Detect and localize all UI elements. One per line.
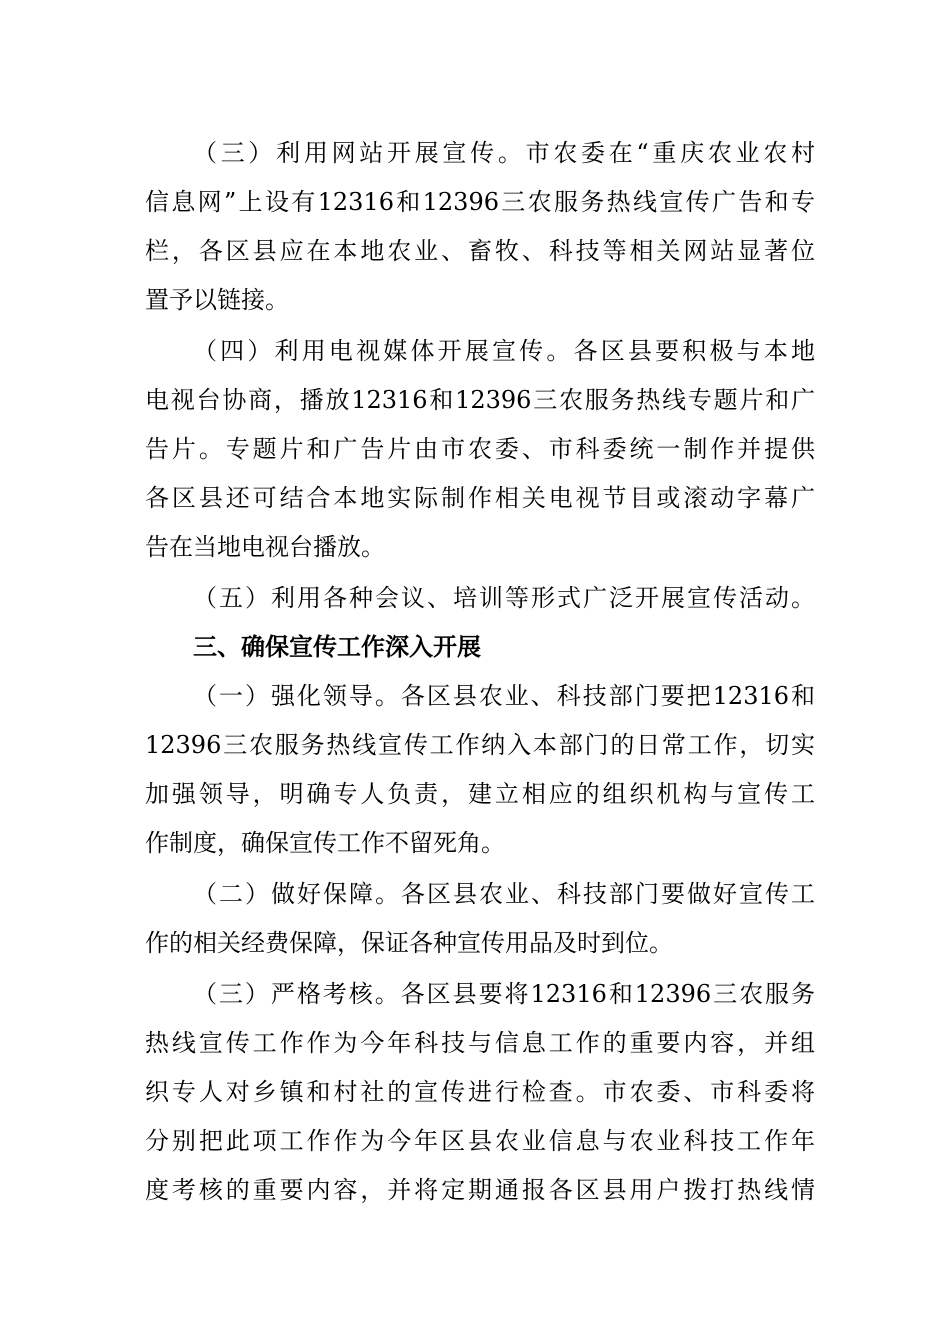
paragraph-line: 度考核的重要内容，并将定期通报各区县用户拨打热线情 <box>145 1176 815 1204</box>
paragraph-line: （四）利用电视媒体开展宣传。各区县要积极与本地 <box>193 337 815 365</box>
paragraph-line: 告在当地电视台播放。 <box>145 533 385 561</box>
paragraph-line: 加强领导，明确专人负责，建立相应的组织机构与宣传工 <box>145 780 815 808</box>
paragraph-line: （五）利用各种会议、培训等形式广泛开展宣传活动。 <box>193 584 815 612</box>
paragraph-line: 各区县还可结合本地实际制作相关电视节目或滚动字幕广 <box>145 484 815 512</box>
paragraph-line: 置予以链接。 <box>145 286 289 314</box>
paragraph-line: 栏，各区县应在本地农业、畜牧、科技等相关网站显著位 <box>145 237 815 265</box>
paragraph-line: 织专人对乡镇和村社的宣传进行检查。市农委、市科委将 <box>145 1078 815 1106</box>
paragraph-line: （三）利用网站开展宣传。市农委在“重庆农业农村 <box>193 139 815 167</box>
paragraph-line: 作制度，确保宣传工作不留死角。 <box>145 829 505 857</box>
paragraph-line: （二）做好保障。各区县农业、科技部门要做好宣传工 <box>193 880 815 908</box>
section-heading: 三、确保宣传工作深入开展 <box>193 633 481 661</box>
paragraph-line: （三）严格考核。各区县要将12316和12396三农服务 <box>193 980 815 1008</box>
paragraph-line: 分别把此项工作作为今年区县农业信息与农业科技工作年 <box>145 1127 815 1155</box>
paragraph-line: 信息网”上设有12316和12396三农服务热线宣传广告和专 <box>145 188 815 216</box>
paragraph-line: 作的相关经费保障，保证各种宣传用品及时到位。 <box>145 929 673 957</box>
paragraph-line: 告片。专题片和广告片由市农委、市科委统一制作并提供 <box>145 435 815 463</box>
paragraph-line: （一）强化领导。各区县农业、科技部门要把12316和 <box>193 682 815 710</box>
paragraph-line: 热线宣传工作作为今年科技与信息工作的重要内容，并组 <box>145 1029 815 1057</box>
paragraph-line: 12396三农服务热线宣传工作纳入本部门的日常工作，切实 <box>145 731 815 759</box>
paragraph-line: 电视台协商，播放12316和12396三农服务热线专题片和广 <box>145 386 815 414</box>
